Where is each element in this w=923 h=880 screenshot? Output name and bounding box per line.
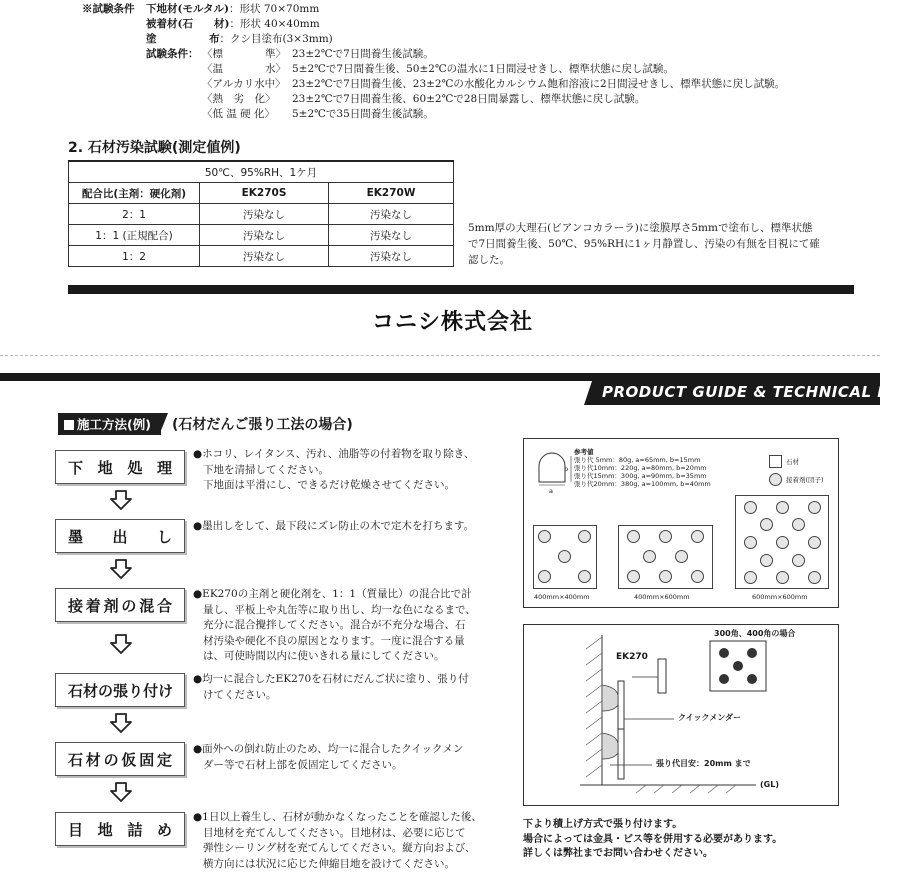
step-char: し <box>156 527 172 546</box>
table-row <box>69 204 454 225</box>
result-cell: 汚染なし <box>329 225 454 246</box>
company-logo: コニシ株式会社 <box>372 310 534 335</box>
mender-label: クイックメンダー <box>678 713 742 722</box>
step-desc-5 <box>193 742 513 773</box>
adhesive-dab <box>538 530 551 543</box>
tile-400x600 <box>618 525 713 589</box>
condition-desc: 23±2℃で7日間養生後、23±2℃の水酸化カルシウム飽和溶液に2日間浸せきし、標準状態に戻し試験。 <box>292 78 786 90</box>
adhesive-dab <box>776 536 789 549</box>
condition-name: 〈低 温 硬 化〉 <box>202 108 276 120</box>
condition-name: 〈温 水〉 <box>202 63 286 75</box>
step-char: 地 <box>97 820 113 839</box>
adhesive-dab <box>808 501 821 514</box>
condition-name: 〈熱 劣 化〉 <box>202 93 276 105</box>
adhesive-dab <box>578 570 591 583</box>
result-cell: 汚染なし <box>200 225 329 246</box>
adhesive-dab <box>776 571 789 584</box>
note-line: 5mm厚の大理石(ビアンコカラーラ)に塗膜厚さ5mmで塗布し、標準状態 <box>468 222 813 234</box>
step-char: 墨 <box>68 527 84 546</box>
desc-line: ダー等で石材上部を仮固定してください。 <box>203 758 403 771</box>
stone-legend-label: 石材 <box>786 458 799 466</box>
dim-b-label: b <box>564 465 569 473</box>
result-cell: 汚染なし <box>200 246 329 267</box>
method-tag <box>58 413 161 435</box>
desc-line: ●面外への倒れ防止のため、均一に混合したクイックメン <box>193 743 464 755</box>
step-char: 合 <box>156 596 172 615</box>
step-char: 混 <box>139 596 155 615</box>
desc-line: 目地材を充てんしてください。目地材は、必要に応じて <box>203 826 466 839</box>
stone-legend-icon <box>769 455 782 468</box>
adhesive-dab <box>744 536 757 549</box>
step-desc-3 <box>193 587 513 665</box>
adhesive-dab <box>744 571 757 584</box>
note-line: 場合によっては金具・ビス等を併用する必要があります。 <box>523 833 783 845</box>
step-char: 地 <box>97 458 113 477</box>
note-line: で7日間養生後、50℃、95%RHに1ヶ月静置し、汚染の有無を目視にて確 <box>468 238 820 250</box>
cond-label-3: 塗 布 <box>146 33 220 45</box>
ref-row: 張り代 5mm：80g, a=65mm, b=15mm <box>574 456 701 464</box>
step-char: 着 <box>85 596 101 615</box>
adhesive-dab <box>691 570 704 583</box>
note-line: 詳しくは弊社までお問い合わせください。 <box>523 848 713 859</box>
test-conditions-heading: ※試験条件 <box>82 3 135 15</box>
step-char: 出 <box>112 527 128 546</box>
result-cell: 汚染なし <box>200 204 329 225</box>
step-box-6 <box>55 812 185 846</box>
down-arrow-icon <box>110 634 132 654</box>
step-box-4 <box>55 673 185 707</box>
step-desc-2 <box>193 519 513 535</box>
desc-line: ●均一に混合したEK270を石材にだんご状に塗り、張り付 <box>193 673 469 685</box>
square-icon <box>64 420 74 430</box>
adhesive-dab <box>792 518 805 531</box>
step-box-1 <box>55 450 185 484</box>
desc-line: ●1日以上養生し、石材が動かなくなったことを確認した後、 <box>193 811 482 823</box>
cond-value-2: ：形状 40×40mm <box>229 18 320 30</box>
adhesive-dab <box>776 501 789 514</box>
desc-line: けてください。 <box>203 688 277 701</box>
adhesive-dab <box>659 570 672 583</box>
ratio-cell: 1：2 <box>69 246 200 267</box>
ref-row: 張り代15mm：300g, a=90mm, b=35mm <box>574 472 707 480</box>
condition-desc: 5±2℃で35日間養生後試験。 <box>292 108 434 120</box>
method-tag-label: 施工方法(例) <box>77 417 151 432</box>
desc-line: ●EK270の主剤と硬化剤を、1：1（質量比）の混合比で計 <box>193 588 472 600</box>
down-arrow-icon <box>110 559 132 579</box>
condition-name: 〈アルカリ水中〉 <box>202 78 286 90</box>
condition-desc: 23±2℃で7日間養生後試験。 <box>292 48 434 60</box>
tile-400x400 <box>533 525 597 589</box>
ground-level-label: (GL) <box>760 780 779 789</box>
step-char: 仮 <box>121 750 137 769</box>
note-line: 認した。 <box>468 254 510 266</box>
step-char: 付 <box>143 681 159 700</box>
adhesive-legend-icon <box>769 473 782 486</box>
step-char: け <box>158 681 174 700</box>
adhesive-pattern-diagram <box>523 438 839 608</box>
result-cell: 汚染なし <box>329 246 454 267</box>
stain-test-title: 2. 石材汚染試験(測定値例) <box>68 140 241 156</box>
step-char: 剤 <box>103 596 119 615</box>
adhesive-dab <box>659 530 672 543</box>
desc-line: 材汚染や硬化不良の原因となります。一度に混合する量 <box>203 634 465 647</box>
cond-label-1: 下地材(モルタル) <box>146 3 230 15</box>
cond-value-1: ：形状 70×70mm <box>229 3 320 15</box>
down-arrow-icon <box>110 713 132 733</box>
ref-row: 張り代20mm：380g, a=100mm, b=40mm <box>574 480 711 488</box>
product-header: EK270S <box>200 183 329 204</box>
adhesive-dab <box>538 570 551 583</box>
step-char: の <box>98 681 114 700</box>
adhesive-dab <box>808 571 821 584</box>
step-char: り <box>128 681 144 700</box>
ref-title: 参考値 <box>574 448 594 456</box>
ratio-cell: 2：1 <box>69 204 200 225</box>
adhesive-dab <box>643 550 656 563</box>
stain-test-note <box>468 220 868 268</box>
desc-line: 弾性シーリング材を充てんしてください。縦方向および、 <box>203 842 476 854</box>
step-box-5 <box>55 742 185 776</box>
adhesive-dab <box>792 554 805 567</box>
note-line: 下より積上げ方式で張り付けます。 <box>523 819 683 830</box>
dab-shape-figure <box>535 448 579 488</box>
banner-title: PRODUCT GUIDE & TECHNICAL DATA <box>602 383 923 401</box>
desc-line: 下地を清掃してください。 <box>203 463 329 476</box>
step-char: 理 <box>156 458 172 477</box>
dim-a-label: a <box>549 487 553 495</box>
test-conditions <box>0 2 880 132</box>
adhesive-dab <box>760 518 773 531</box>
down-arrow-icon <box>110 782 132 802</box>
adhesive-dab <box>744 501 757 514</box>
adhesive-dab <box>760 554 773 567</box>
step-char: 固 <box>139 750 155 769</box>
adhesive-legend-label: 接着剤(団子) <box>786 476 824 484</box>
step-char: の <box>103 750 119 769</box>
desc-line: は、可使時間以内に使いきれる量にしてください。 <box>203 650 445 662</box>
desc-line: 横方向には状況に応じた伸縮目地を設けてください。 <box>203 857 455 870</box>
cond-label-2: 被着材(石 材) <box>146 18 230 30</box>
condition-desc: 5±2℃で7日間養生後、50±2℃の温水に1日間浸せきし、標準状態に戻し試験。 <box>292 63 674 75</box>
step-box-2 <box>55 519 185 553</box>
page-divider <box>0 355 880 356</box>
step-char: 目 <box>68 820 84 839</box>
condition-name: 〈標 準〉 <box>202 48 286 60</box>
installation-section-diagram <box>523 624 839 806</box>
step-char: 処 <box>127 458 143 477</box>
tag-tail <box>154 413 168 433</box>
stain-test-table <box>68 160 454 267</box>
desc-line: ●墨出しをして、最下段にズレ防止の木で定木を打ちます。 <box>193 520 475 532</box>
step-char: 接 <box>68 596 84 615</box>
product-label: EK270 <box>616 652 648 662</box>
desc-line: 量し、平板上や丸缶等に取り出し、均一な色になるまで、 <box>203 603 476 616</box>
adhesive-dab <box>578 530 591 543</box>
ref-row: 張り代10mm：220g, a=80mm, b=20mm <box>574 464 707 472</box>
step-char: 下 <box>68 458 84 477</box>
gap-label: 張り代目安：20mm まで <box>656 759 751 768</box>
adhesive-dab <box>627 570 640 583</box>
cond-test-label: 試験条件： <box>146 48 199 60</box>
step-desc-6 <box>193 810 513 872</box>
bottom-note <box>523 818 863 862</box>
step-char: め <box>156 820 172 839</box>
step-char: 詰 <box>127 820 143 839</box>
table-row <box>69 225 454 246</box>
desc-line: ●ホコリ、レイタンス、汚れ、油脂等の付着物を取り除き、 <box>193 448 475 460</box>
tile-600x600 <box>735 495 829 589</box>
step-char: 石 <box>68 681 84 700</box>
tile-label: 600mm×600mm <box>752 593 808 601</box>
desc-line: 充分に混合攪拌してください。混合が不充分な場合、石 <box>203 619 466 631</box>
divider-bar <box>68 285 854 294</box>
adhesive-dab <box>808 536 821 549</box>
down-arrow-icon <box>110 490 132 510</box>
desc-line: 下地面は平滑にし、できるだけ乾燥させてください。 <box>203 479 455 491</box>
header-band <box>0 373 880 381</box>
condition-desc: 23±2℃で7日間養生後、60±2℃で28日間暴露し、標準状態に戻し試験。 <box>292 93 646 105</box>
cond-value-3: ：クシ目塗布(3×3mm) <box>219 33 333 45</box>
step-desc-4 <box>193 672 513 703</box>
table-row <box>69 246 454 267</box>
stain-condition-header: 50℃、95%RH、1ケ月 <box>69 161 454 183</box>
adhesive-dab <box>558 550 571 563</box>
corner-label: 300角、400角の場合 <box>714 629 796 638</box>
step-char: 石 <box>68 750 84 769</box>
step-char: の <box>121 596 137 615</box>
step-char: 材 <box>85 750 101 769</box>
adhesive-dab <box>691 530 704 543</box>
step-desc-1 <box>193 447 513 494</box>
tile-label: 400mm×400mm <box>534 593 590 601</box>
product-header: EK270W <box>329 183 454 204</box>
method-subtitle: (石材だんご張り工法の場合) <box>172 417 353 433</box>
adhesive-dab <box>627 530 640 543</box>
step-char: 張 <box>113 681 129 700</box>
step-box-3 <box>55 588 185 622</box>
adhesive-dab <box>675 550 688 563</box>
step-char: 定 <box>156 750 172 769</box>
step-char: 材 <box>83 681 99 700</box>
ratio-column-header: 配合比(主剤：硬化剤) <box>69 183 200 204</box>
ratio-cell: 1：1 (正規配合) <box>69 225 200 246</box>
tile-label: 400mm×600mm <box>634 593 690 601</box>
result-cell: 汚染なし <box>329 204 454 225</box>
